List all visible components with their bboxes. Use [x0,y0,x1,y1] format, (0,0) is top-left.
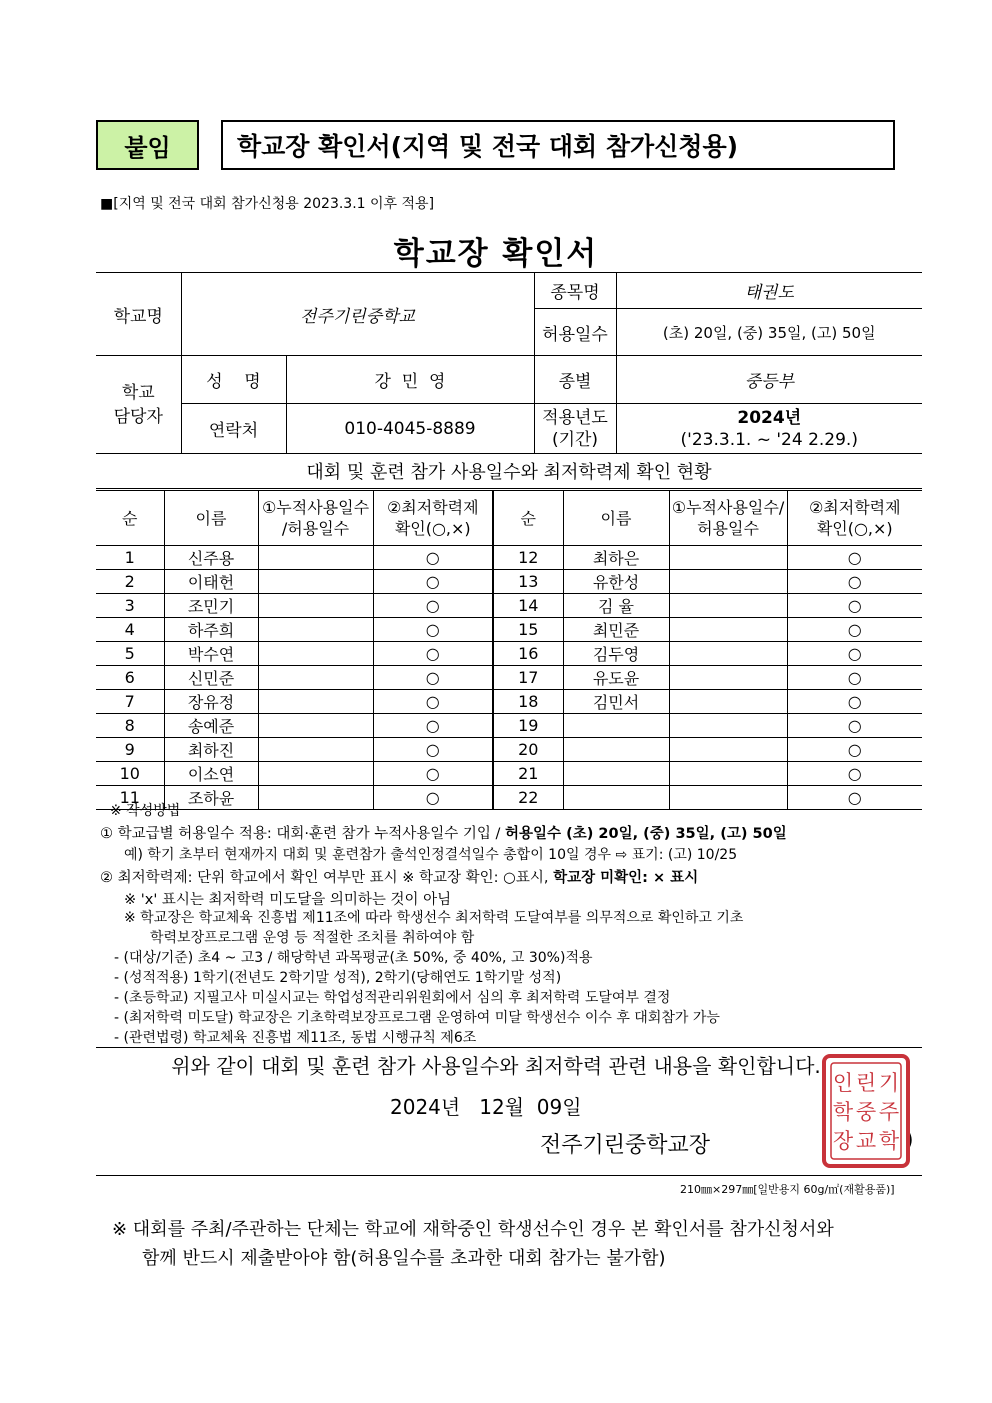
note-1 [100,822,787,843]
student-name: 조하윤 [164,786,258,810]
min-academic-check: ○ [373,666,493,690]
student-no: 8 [96,714,164,738]
min-academic-check: ○ [787,594,922,618]
min-academic-check: ○ [373,738,493,762]
used-days [669,690,787,714]
used-days [258,546,373,570]
student-no: 4 [96,618,164,642]
min-academic-check: ○ [787,786,922,810]
note-1-text: ① 학교급별 허용일수 적용: 대회·훈련 참가 누적사용일수 기입 / [100,826,506,842]
divider-bottom [96,1175,922,1176]
student-name: 김 율 [563,594,669,618]
student-no: 16 [493,642,563,666]
student-name: 최하진 [164,738,258,762]
school-name-value: 전주기린중학교 [181,273,534,356]
bullet-below-min: - (최저학력 미도달) 학교장은 기초학력보장프로그램 운영하여 미달 학생선수 이수 후 대회참가 가능 [114,1010,720,1026]
min-academic-check: ○ [373,594,493,618]
used-days [669,546,787,570]
year-period: ('23.3.1. ~ '24 2.29.) [680,429,858,450]
student-name: 박수연 [164,642,258,666]
year-cell [616,404,922,454]
used-days [258,570,373,594]
table-row [96,690,922,714]
roster-heading: 대회 및 훈련 참가 사용일수와 최저학력제 확인 현황 [96,457,922,489]
min-academic-check: ○ [787,546,922,570]
student-no: 6 [96,666,164,690]
min-academic-check: ○ [373,570,493,594]
student-no: 14 [493,594,563,618]
bullet-target: - (대상/기준) 초4 ~ 고3 / 해당학년 과목평균(초 50%, 중 40%, 고 30%)적용 [114,950,593,966]
note-2-text: ② 최저학력제: 단위 학교에서 확인 여부만 표시 ※ 학교장 확인: ○표시, [100,870,554,886]
student-name: 김두영 [563,642,669,666]
used-days [258,594,373,618]
used-days [669,594,787,618]
submission-note-cont: 함께 반드시 제출받아야 함(허용일수를 초과한 대회 참가는 불가함) [142,1248,666,1269]
seal-character: 학 [878,1129,900,1153]
name-label: 성 명 [181,356,286,404]
allowed-days-label: 허용일수 [534,309,616,356]
seal-character: 인 [832,1071,854,1095]
attachment-label: 붙임 [96,120,199,170]
student-name: 이소연 [164,762,258,786]
student-name: 최하은 [563,546,669,570]
seal-character: 기 [878,1071,900,1095]
table-row [96,618,922,642]
principal-signature-line: 전주기린중학교장 [540,1133,711,1158]
student-no: 3 [96,594,164,618]
student-name: 이태헌 [164,570,258,594]
used-days [258,618,373,642]
student-no: 21 [493,762,563,786]
student-no: 12 [493,546,563,570]
student-no: 15 [493,618,563,642]
bullet-grades: - (성적적용) 1학기(전년도 2학기말 성적), 2학기(당해연도 1학기말 성적) [114,970,562,986]
table-row [96,714,922,738]
student-no: 7 [96,690,164,714]
used-days [669,618,787,642]
event-label: 종목명 [534,273,616,309]
student-no: 19 [493,714,563,738]
note-2-duty-cont: 학력보장프로그램 운영 등 적절한 조치를 취하여야 함 [150,930,475,946]
confirmation-statement: 위와 같이 대회 및 훈련 참가 사용일수와 최저학력 관련 내용을 확인합니다. [171,1054,821,1078]
used-days [258,762,373,786]
note-2 [100,866,698,887]
phone-value: 010-4045-8889 [286,404,534,454]
col-days-left: ①누적사용일수 /허용일수 [258,491,373,546]
seal-character: 장 [832,1129,854,1153]
phone-label: 연락처 [181,404,286,454]
student-name [563,786,669,810]
year-value: 2024년 [737,407,802,428]
min-academic-check: ○ [787,738,922,762]
seal-character: 학 [832,1100,854,1124]
student-no: 1 [96,546,164,570]
student-no: 11 [96,786,164,810]
student-no: 20 [493,738,563,762]
official-seal [820,1052,912,1170]
table-row [96,666,922,690]
min-academic-check: ○ [787,570,922,594]
used-days [669,762,787,786]
student-name: 송예준 [164,714,258,738]
min-academic-check: ○ [373,690,493,714]
used-days [669,738,787,762]
table-row [96,642,922,666]
note-2-caution: ※ 'x' 표시는 최저학력 미도달을 의미하는 것이 아님 [124,892,452,908]
table-row [96,594,922,618]
table-row [96,786,922,810]
student-name: 장유정 [164,690,258,714]
student-no: 22 [493,786,563,810]
submission-note: ※ 대회를 주최/주관하는 단체는 학교에 재학중인 학생선수인 경우 본 확인서를 참가신청서와 [112,1219,834,1240]
school-info-table [96,272,922,454]
student-name: 유도윤 [563,666,669,690]
name-value: 강 민 영 [286,356,534,404]
used-days [669,642,787,666]
min-academic-check: ○ [787,666,922,690]
min-academic-check: ○ [787,618,922,642]
allowed-days-value: (초) 20일, (중) 35일, (고) 50일 [616,309,922,356]
bullet-law: - (관련법령) 학교체육 진흥법 제11조, 동법 시행규칙 제6조 [114,1030,477,1046]
min-academic-check: ○ [373,762,493,786]
issue-date: 2024년 12월 09일 [390,1095,582,1119]
student-no: 13 [493,570,563,594]
min-academic-check: ○ [787,762,922,786]
table-row [96,570,922,594]
seal-character: 중 [855,1100,877,1124]
seal-character: 린 [855,1071,877,1095]
student-name: 하주희 [164,618,258,642]
student-name: 김민서 [563,690,669,714]
document-title: 학교장 확인서(지역 및 전국 대회 참가신청용) [221,120,895,170]
col-check-left: ②최저학력제 확인(○,×) [373,491,493,546]
min-academic-check: ○ [373,786,493,810]
col-name-right: 이름 [563,491,669,546]
note-1-bold: 허용일수 (초) 20일, (중) 35일, (고) 50일 [505,826,787,842]
note-2-duty: ※ 학교장은 학교체육 진흥법 제11조에 따라 학생선수 최저학력 도달여부를 의무적으로 확인하고 기초 [124,910,744,926]
student-name [563,738,669,762]
student-roster-table [96,490,922,810]
contact-person-label: 학교 담당자 [96,356,181,454]
col-no-right: 순 [493,491,563,546]
used-days [669,714,787,738]
bullet-elementary: - (초등학교) 지필고사 미실시교는 학업성적관리위원회에서 심의 후 최저학력 도달여부 결정 [114,990,671,1006]
min-academic-check: ○ [787,642,922,666]
seal-character: 교 [855,1129,877,1153]
used-days [669,666,787,690]
signature-paren: ) [905,1128,914,1153]
min-academic-check: ○ [373,546,493,570]
student-no: 17 [493,666,563,690]
used-days [669,786,787,810]
student-no: 10 [96,762,164,786]
min-academic-check: ○ [787,690,922,714]
col-days-right: ①누적사용일수/ 허용일수 [669,491,787,546]
min-academic-check: ○ [373,618,493,642]
student-name: 유한성 [563,570,669,594]
applicability-note: ■[지역 및 전국 대회 참가신청용 2023.3.1 이후 적용] [100,196,435,212]
col-name-left: 이름 [164,491,258,546]
used-days [258,714,373,738]
min-academic-check: ○ [787,714,922,738]
table-row [96,546,922,570]
student-name: 신주용 [164,546,258,570]
student-no: 18 [493,690,563,714]
student-no: 2 [96,570,164,594]
table-row [96,762,922,786]
student-no: 5 [96,642,164,666]
category-value: 중등부 [616,356,922,404]
student-name [563,714,669,738]
used-days [258,690,373,714]
used-days [258,642,373,666]
page-title: 학교장 확인서 [393,236,599,272]
student-name [563,762,669,786]
year-label: 적용년도 (기간) [534,404,616,454]
note-1-example: 예) 학기 초부터 현재까지 대회 및 훈련참가 출석인정결석일수 총합이 10일 경우 ⇨ 표기: (고) 10/25 [124,847,738,863]
col-no-left: 순 [96,491,164,546]
seal-character: 주 [878,1100,900,1124]
note-2-bold: 학교장 미확인: × 표시 [553,870,699,886]
paper-spec: 210㎜×297㎜[일반용지 60g/㎡(재활용품)] [680,1183,895,1196]
method-title: ※ 작성방법 [110,803,181,819]
student-no: 9 [96,738,164,762]
col-check-right: ②최저학력제 확인(○,×) [787,491,922,546]
used-days [669,570,787,594]
used-days [258,738,373,762]
student-name: 최민준 [563,618,669,642]
event-value: 태권도 [616,273,922,309]
table-row [96,738,922,762]
min-academic-check: ○ [373,714,493,738]
student-name: 조민기 [164,594,258,618]
category-label: 종별 [534,356,616,404]
min-academic-check: ○ [373,642,493,666]
used-days [258,666,373,690]
divider [96,1047,922,1048]
used-days [258,786,373,810]
school-name-label: 학교명 [96,273,181,356]
student-name: 신민준 [164,666,258,690]
